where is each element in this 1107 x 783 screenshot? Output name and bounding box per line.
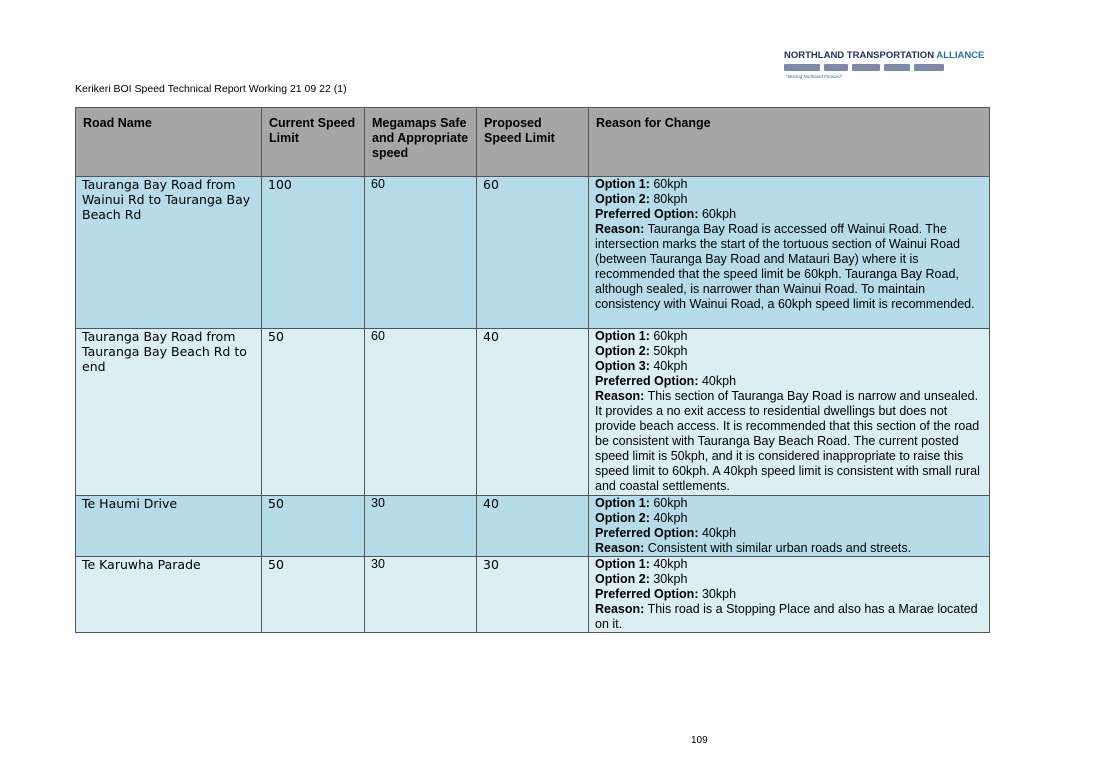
table-row	[76, 496, 990, 557]
preferred-option-value: 30kph	[698, 587, 737, 601]
preferred-option-label: Preferred Option:	[595, 374, 699, 388]
reason-cell	[589, 329, 990, 496]
option-value: 30kph	[649, 572, 688, 586]
megamaps-speed-cell: 30	[365, 496, 477, 557]
road-name-cell: Te Karuwha Parade	[76, 557, 262, 633]
option-label: Option 1:	[595, 557, 650, 571]
reason-text: Consistent with similar urban roads and streets.	[644, 541, 912, 555]
table-row	[76, 329, 990, 496]
speed-limit-table	[75, 107, 990, 633]
logo-name-part2: ALLIANCE	[936, 50, 985, 61]
option-label: Option 2:	[595, 511, 650, 525]
reason-cell	[589, 177, 990, 329]
column-header-road-name: Road Name	[76, 108, 262, 177]
megamaps-speed-cell: 60	[365, 329, 477, 496]
partner-logo	[784, 64, 820, 71]
reason-cell	[589, 496, 990, 557]
reason-cell	[589, 557, 990, 633]
preferred-option-label: Preferred Option:	[595, 526, 699, 540]
reason-text: This section of Tauranga Bay Road is narrow and unsealed. It provides a no exit access to residential dwellings but does not provide beach access. It is recommended that this section of the road be consistent with Tauranga Bay Beach Road. The current posted speed limit is 50kph, and it is considered inappropriate to raise this speed limit to 60kph. A 40kph speed limit is consistent with small rural and coastal settlements.	[595, 389, 980, 493]
option-label: Option 1:	[595, 177, 650, 191]
proposed-speed-cell: 40	[477, 496, 589, 557]
partner-logo	[824, 64, 848, 71]
table-header-row	[76, 108, 990, 177]
option-value: 40kph	[649, 359, 688, 373]
option-value: 80kph	[649, 192, 688, 206]
megamaps-speed-cell: 30	[365, 557, 477, 633]
option-label: Option 1:	[595, 496, 650, 510]
logo-name-part1: NORTHLAND TRANSPORTATION	[784, 50, 935, 61]
road-name-cell: Tauranga Bay Road from Wainui Rd to Tauranga Bay Beach Rd	[76, 177, 262, 329]
column-header-current-speed: Current Speed Limit	[262, 108, 365, 177]
table-row	[76, 557, 990, 633]
current-speed-cell: 50	[262, 496, 365, 557]
preferred-option-value: 60kph	[698, 207, 737, 221]
partner-logo	[914, 64, 944, 71]
option-label: Option 2:	[595, 192, 650, 206]
megamaps-speed-cell: 60	[365, 177, 477, 329]
proposed-speed-cell: 30	[477, 557, 589, 633]
option-label: Option 2:	[595, 344, 650, 358]
partner-logos-strip	[784, 63, 952, 72]
reason-text: Tauranga Bay Road is accessed off Wainui Road. The intersection marks the start of the tortuous section of Wainui Road (between Tauranga Bay Road and Matauri Bay) where it is recommended that the speed limit be 60kph. Tauranga Bay Road, although sealed, is narrower than Wainui Road. To maintain consistency with Wainui Road, a 60kph speed limit is recommended.	[595, 222, 975, 311]
option-label: Option 3:	[595, 359, 650, 373]
logo-tagline: "Moving Northland Forward"	[786, 74, 843, 79]
proposed-speed-cell: 60	[477, 177, 589, 329]
column-header-proposed-speed: Proposed Speed Limit	[477, 108, 589, 177]
option-value: 50kph	[649, 344, 688, 358]
option-value: 40kph	[649, 511, 688, 525]
option-value: 60kph	[649, 177, 688, 191]
reason-label: Reason:	[595, 602, 645, 616]
column-header-megamaps: Megamaps Safe and Appropriate speed	[365, 108, 477, 177]
current-speed-cell: 50	[262, 557, 365, 633]
preferred-option-label: Preferred Option:	[595, 207, 699, 221]
option-value: 60kph	[649, 496, 688, 510]
reason-label: Reason:	[595, 389, 645, 403]
logo-title	[784, 50, 985, 61]
column-header-reason: Reason for Change	[589, 108, 990, 177]
document-header: Kerikeri BOI Speed Technical Report Working 21 09 22 (1)	[75, 83, 347, 95]
current-speed-cell: 50	[262, 329, 365, 496]
reason-label: Reason:	[595, 222, 645, 236]
reason-text: This road is a Stopping Place and also has a Marae located on it.	[595, 602, 978, 631]
proposed-speed-cell: 40	[477, 329, 589, 496]
preferred-option-label: Preferred Option:	[595, 587, 699, 601]
logo-northland-transportation-alliance	[784, 50, 985, 82]
preferred-option-value: 40kph	[698, 526, 737, 540]
partner-logo	[852, 64, 880, 71]
option-label: Option 2:	[595, 572, 650, 586]
reason-label: Reason:	[595, 541, 645, 555]
preferred-option-value: 40kph	[698, 374, 737, 388]
partner-logo	[884, 64, 910, 71]
road-name-cell: Tauranga Bay Road from Tauranga Bay Beach Rd to end	[76, 329, 262, 496]
page-number: 109	[691, 735, 708, 746]
option-label: Option 1:	[595, 329, 650, 343]
current-speed-cell: 100	[262, 177, 365, 329]
option-value: 60kph	[649, 329, 688, 343]
table-row	[76, 177, 990, 329]
road-name-cell: Te Haumi Drive	[76, 496, 262, 557]
option-value: 40kph	[649, 557, 688, 571]
